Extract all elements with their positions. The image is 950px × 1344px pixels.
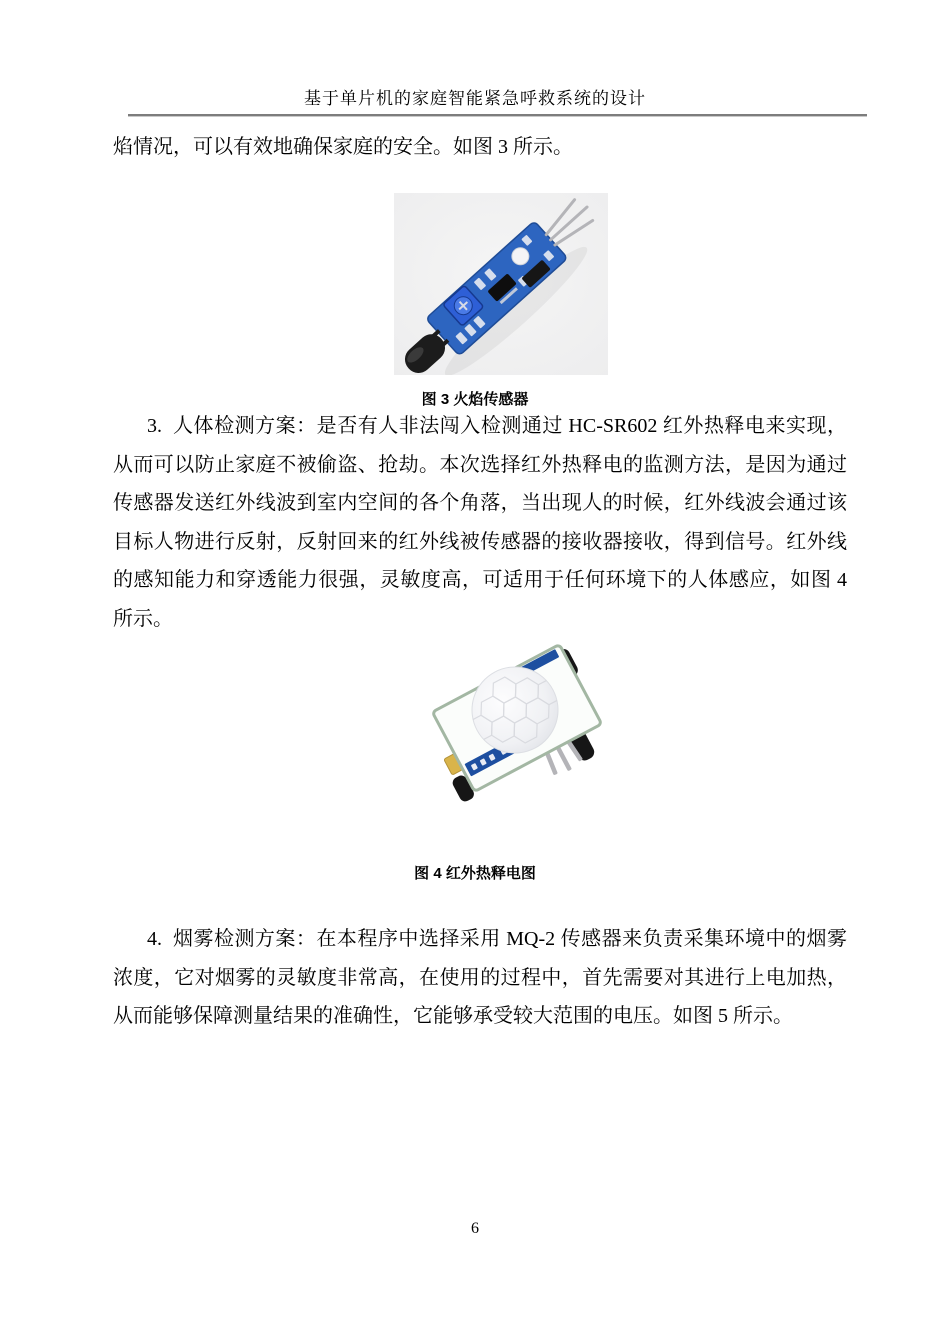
figure4-caption: 图 4 红外热释电图 <box>414 865 536 882</box>
page-header-title: 基于单片机的家庭智能紧急呼救系统的设计 <box>304 89 646 108</box>
figure3-caption: 图 3 火焰传感器 <box>421 391 529 408</box>
paragraph-flame-intro: 焰情况，可以有效地确保家庭的安全。如图 3 所示。 <box>113 136 573 158</box>
figure4-pir-sensor-image <box>405 642 635 804</box>
paragraph-smoke-detection: 4. 烟雾检测方案：在本程序中选择采用 MQ-2 传感器来负责采集环境中的烟雾浓度，它对烟雾的灵敏度非常高，在使用的过程中，首先需要对其进行上电加热，从而能够保障测量结果的准确性，它能够承受较大范围的电压。如图 5 所示。 <box>113 928 847 1028</box>
page-number: 6 <box>471 1220 479 1237</box>
flame-sensor-photo <box>394 193 608 375</box>
header-divider-line <box>128 114 867 116</box>
pir-sensor-photo <box>405 642 635 804</box>
figure3-flame-sensor-image <box>394 193 608 375</box>
paragraph-body-detection: 3. 人体检测方案：是否有人非法闯入检测通过 HC-SR602 红外热释电来实现，从而可以防止家庭不被偷盗、抢劫。本次选择红外热释电的监测方法，是因为通过传感器发送红外线波到室内空间的各个角落，当出现人的时候，红外线波会通过该目标人物进行反射，反射回来的红外线被传感器的接收器接收，得到信号。红外线的感知能力和穿透能力很强，灵敏度高，可适用于任何环境下的人体感应，如图 4 所示。 <box>113 415 847 630</box>
